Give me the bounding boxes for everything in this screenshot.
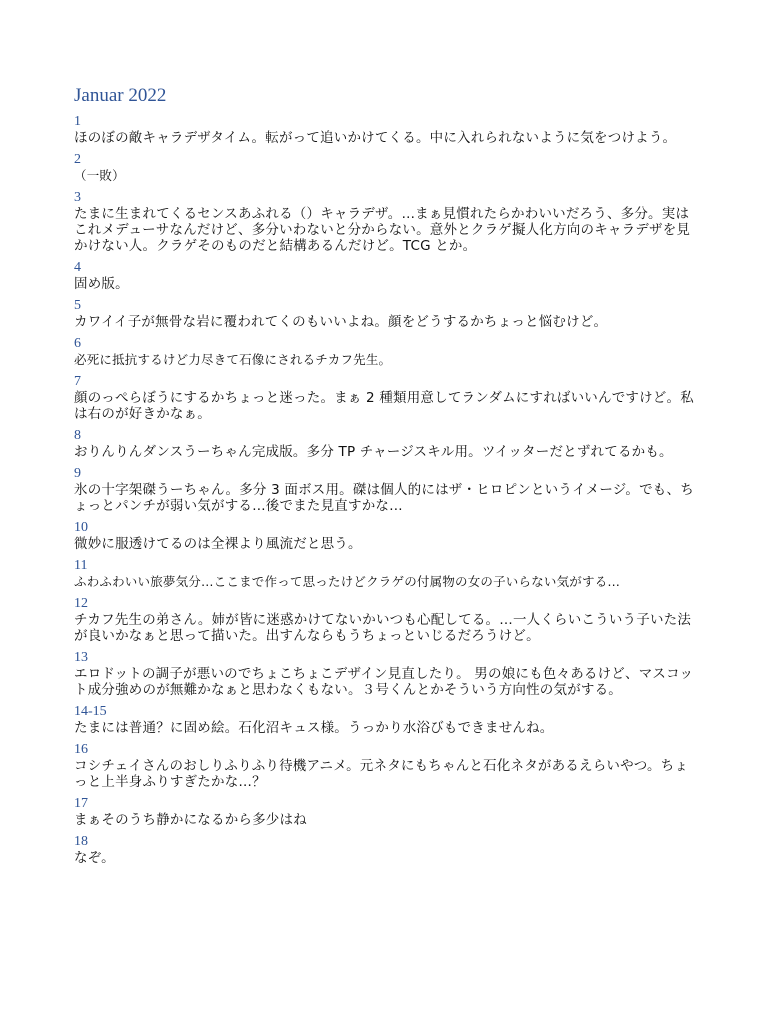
entry-4 bbox=[74, 260, 698, 292]
entry-7 bbox=[74, 374, 698, 422]
entry-number: 17 bbox=[74, 796, 88, 811]
entry-14-15 bbox=[74, 704, 698, 736]
entry-number: 3 bbox=[74, 190, 81, 205]
entry-16 bbox=[74, 742, 698, 790]
entry-5 bbox=[74, 298, 698, 330]
entry-text: ほのぼの敵キャラデザタイム。転がって追いかけてくる。中に入れられないように気をつけよう。 bbox=[74, 130, 677, 146]
entry-12 bbox=[74, 596, 698, 644]
entry-number: 16 bbox=[74, 742, 88, 757]
entry-text: 顔のっぺらぼうにするかちょっと迷った。まぁ 2 種類用意してランダムにすればいいんですけど。私は右のが好きかなぁ。 bbox=[74, 390, 694, 422]
entry-1 bbox=[74, 114, 698, 146]
entry-9 bbox=[74, 466, 698, 514]
entry-number: 5 bbox=[74, 298, 81, 313]
entry-number: 2 bbox=[74, 152, 81, 167]
entry-text: コシチェイさんのおしりふりふり待機アニメ。元ネタにもちゃんと石化ネタがあるえらいやつ。ちょっと上半身ふりすぎたかな…？ bbox=[74, 758, 689, 790]
entry-number: 11 bbox=[74, 558, 88, 573]
entry-11 bbox=[74, 558, 698, 590]
entry-number: 1 bbox=[74, 114, 81, 129]
entry-number: 4 bbox=[74, 260, 81, 275]
entry-number: 18 bbox=[74, 834, 88, 849]
entry-number: 7 bbox=[74, 374, 81, 389]
entry-number: 9 bbox=[74, 466, 81, 481]
entry-text: たまに生まれてくるセンスあふれる（）キャラデザ。…まぁ見慣れたらかわいいだろう、多分。実はこれメデューサなんだけど、多分いわないと分からない。意外とクラゲ擬人化方向のキャラデザを見かけない人。クラゲそのものだと結構あるんだけど。TCG とか。 bbox=[74, 206, 691, 254]
entry-text: （一敗） bbox=[74, 168, 125, 183]
entry-text: カワイイ子が無骨な岩に覆われてくのもいいよね。顔をどうするかちょっと悩むけど。 bbox=[74, 314, 608, 330]
entry-10 bbox=[74, 520, 698, 552]
entry-number: 13 bbox=[74, 650, 88, 665]
document-page bbox=[74, 84, 698, 872]
entry-text: 氷の十字架磔うーちゃん。多分 3 面ボス用。磔は個人的にはザ・ヒロピンというイメージ。でも、ちょっとパンチが弱い気がする…後でまた見直すかな… bbox=[74, 482, 694, 514]
entry-number: 10 bbox=[74, 520, 88, 535]
entry-text: エロドットの調子が悪いのでちょこちょこデザイン見直したり。 男の娘にも色々あるけど、マスコット成分強めのが無難かなぁと思わなくもない。３号くんとかそういう方向性の気がする。 bbox=[74, 666, 694, 698]
entry-13 bbox=[74, 650, 698, 698]
entry-text: なぞ。 bbox=[74, 850, 115, 866]
entry-text: おりんりんダンスうーちゃん完成版。多分 TP チャージスキル用。ツイッターだとずれてるかも。 bbox=[74, 444, 673, 460]
entry-3 bbox=[74, 190, 698, 254]
entry-8 bbox=[74, 428, 698, 460]
page-title: Januar 2022 bbox=[74, 85, 167, 106]
entry-number: 8 bbox=[74, 428, 81, 443]
entry-text: 固め版。 bbox=[74, 276, 129, 292]
entry-text: 微妙に服透けてるのは全裸より風流だと思う。 bbox=[74, 536, 362, 552]
entry-text: チカフ先生の弟さん。姉が皆に迷惑かけてないかいつも心配してる。…一人くらいこういう子いた法が良いかなぁと思って描いた。出すんならもうちょっといじるだろうけど。 bbox=[74, 612, 692, 644]
entry-text: 必死に抵抗するけど力尽きて石像にされるチカフ先生。 bbox=[74, 352, 392, 367]
entry-2 bbox=[74, 152, 698, 184]
entry-text: まぁそのうち静かになるから多少はね bbox=[74, 812, 307, 828]
entry-text: ふわふわいい旅夢気分…ここまで作って思ったけどクラゲの付属物の女の子いらない気がする… bbox=[74, 574, 621, 589]
entry-number: 6 bbox=[74, 336, 81, 351]
entry-number: 12 bbox=[74, 596, 88, 611]
entry-number: 14-15 bbox=[74, 704, 107, 719]
entry-17 bbox=[74, 796, 698, 828]
entry-text: たまには普通？に固め絵。石化沼キュス様。うっかり水浴びもできませんね。 bbox=[74, 720, 554, 736]
entry-18 bbox=[74, 834, 698, 866]
entry-6 bbox=[74, 336, 698, 368]
